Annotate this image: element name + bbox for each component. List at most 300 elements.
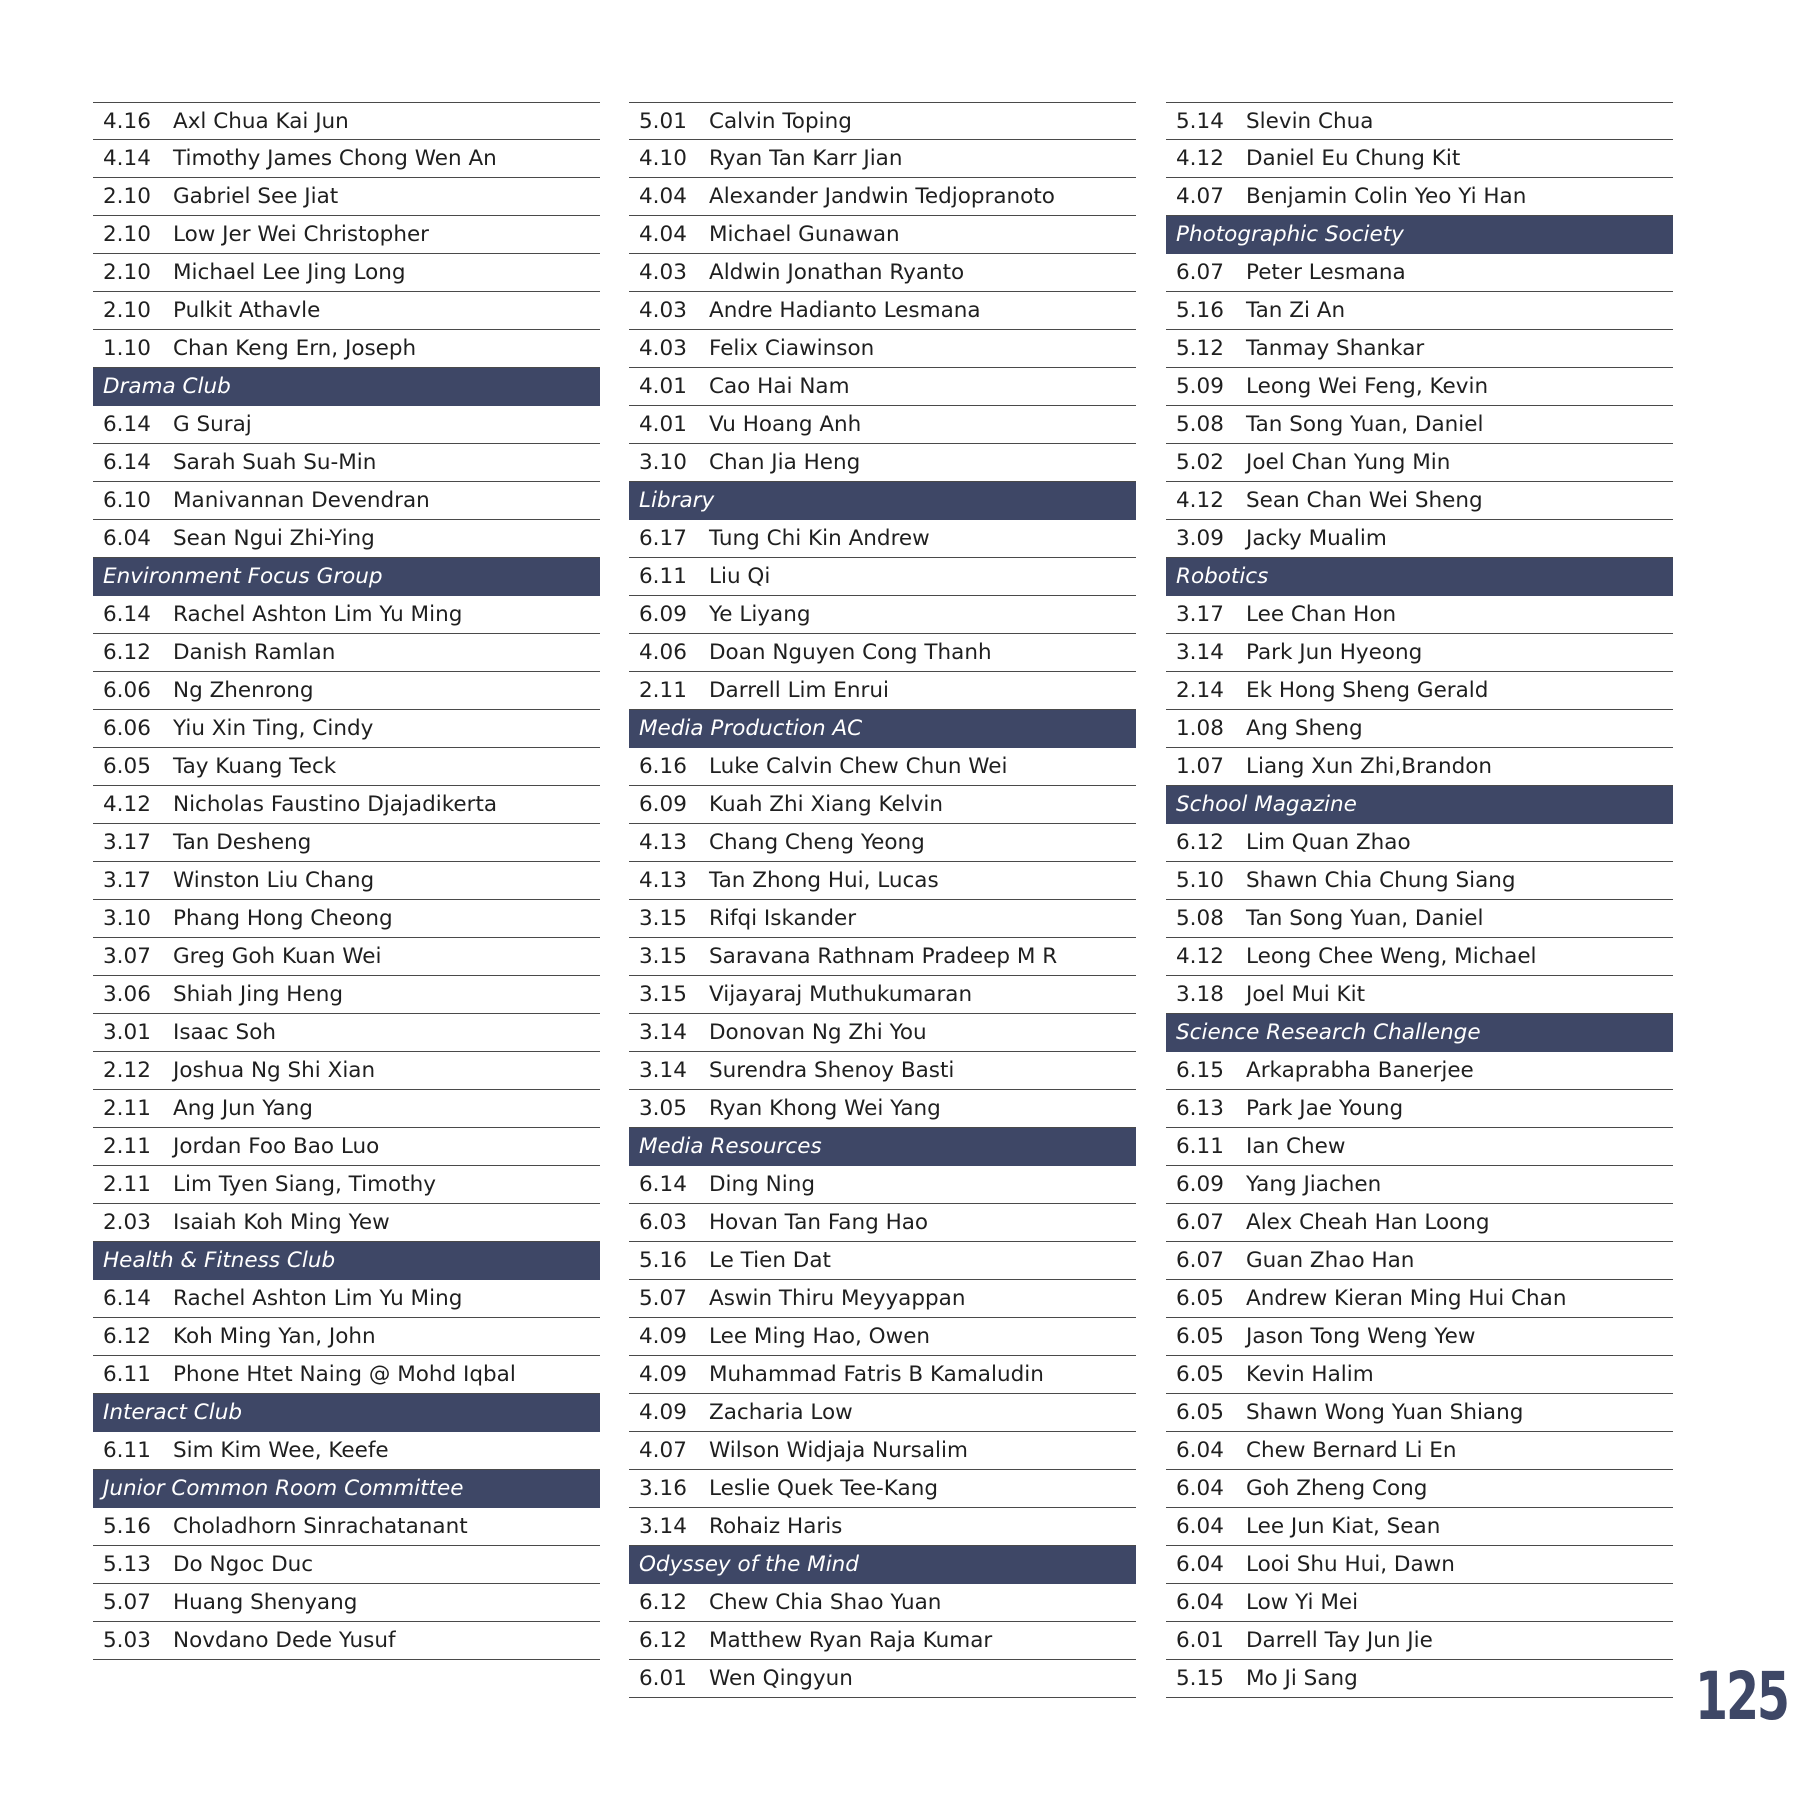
student-name: Park Jae Young xyxy=(1246,1096,1404,1121)
student-name: Wen Qingyun xyxy=(709,1666,853,1691)
class-code: 4.10 xyxy=(639,146,687,171)
list-item xyxy=(629,330,1136,368)
student-name: Joshua Ng Shi Xian xyxy=(173,1058,376,1083)
class-code: 4.09 xyxy=(639,1324,687,1349)
class-code: 4.13 xyxy=(639,868,687,893)
list-item xyxy=(1166,672,1673,710)
student-name: Rachel Ashton Lim Yu Ming xyxy=(173,602,463,627)
list-item xyxy=(629,558,1136,596)
list-item xyxy=(1166,596,1673,634)
class-code: 6.10 xyxy=(103,488,151,513)
list-item xyxy=(93,1584,600,1622)
student-name: Huang Shenyang xyxy=(173,1590,358,1615)
student-name: Vijayaraj Muthukumaran xyxy=(709,982,973,1007)
list-item xyxy=(93,1356,600,1394)
list-item xyxy=(93,710,600,748)
list-item xyxy=(629,1470,1136,1508)
class-code: 6.04 xyxy=(1176,1514,1224,1539)
class-code: 3.17 xyxy=(103,868,151,893)
list-item xyxy=(93,406,600,444)
class-code: 2.11 xyxy=(103,1096,151,1121)
list-item xyxy=(1166,1584,1673,1622)
list-item xyxy=(1166,368,1673,406)
class-code: 6.14 xyxy=(103,602,151,627)
list-item xyxy=(93,748,600,786)
class-code: 4.12 xyxy=(1176,146,1224,171)
list-item xyxy=(93,862,600,900)
student-name: Tay Kuang Teck xyxy=(173,754,337,779)
class-code: 5.14 xyxy=(1176,109,1224,134)
student-name: Isaac Soh xyxy=(173,1020,276,1045)
student-name: Slevin Chua xyxy=(1246,109,1374,134)
class-code: 3.05 xyxy=(639,1096,687,1121)
list-item xyxy=(629,900,1136,938)
section-heading: Odyssey of the Mind xyxy=(629,1546,1136,1584)
list-item xyxy=(629,824,1136,862)
page-number: 125 xyxy=(1695,1658,1788,1735)
student-name: Rachel Ashton Lim Yu Ming xyxy=(173,1286,463,1311)
student-name: Lee Chan Hon xyxy=(1246,602,1397,627)
student-name: Looi Shu Hui, Dawn xyxy=(1246,1552,1455,1577)
list-item xyxy=(629,1660,1136,1698)
class-code: 5.08 xyxy=(1176,412,1224,437)
class-code: 4.09 xyxy=(639,1362,687,1387)
list-item xyxy=(93,140,600,178)
class-code: 5.10 xyxy=(1176,868,1224,893)
student-name: Peter Lesmana xyxy=(1246,260,1406,285)
list-item xyxy=(629,1318,1136,1356)
class-code: 5.15 xyxy=(1176,1666,1224,1691)
student-name: Le Tien Dat xyxy=(709,1248,831,1273)
student-name: Alex Cheah Han Loong xyxy=(1246,1210,1490,1235)
list-item xyxy=(93,1432,600,1470)
list-item xyxy=(629,1204,1136,1242)
student-name: Manivannan Devendran xyxy=(173,488,430,513)
list-item xyxy=(93,1052,600,1090)
student-name: Darrell Lim Enrui xyxy=(709,678,889,703)
student-name: Muhammad Fatris B Kamaludin xyxy=(709,1362,1044,1387)
list-item xyxy=(629,786,1136,824)
list-item xyxy=(1166,1546,1673,1584)
student-name: Chang Cheng Yeong xyxy=(709,830,925,855)
list-column-1 xyxy=(93,102,600,1660)
student-name: Chew Bernard Li En xyxy=(1246,1438,1457,1463)
list-item xyxy=(93,216,600,254)
class-code: 4.04 xyxy=(639,184,687,209)
class-code: 6.01 xyxy=(639,1666,687,1691)
student-name: Wilson Widjaja Nursalim xyxy=(709,1438,968,1463)
class-code: 6.05 xyxy=(1176,1286,1224,1311)
student-name: Chan Keng Ern, Joseph xyxy=(173,336,417,361)
student-name: Winston Liu Chang xyxy=(173,868,375,893)
list-item xyxy=(93,178,600,216)
list-item xyxy=(1166,1394,1673,1432)
class-code: 2.10 xyxy=(103,260,151,285)
class-code: 4.01 xyxy=(639,374,687,399)
list-item xyxy=(629,1242,1136,1280)
class-code: 2.10 xyxy=(103,298,151,323)
class-code: 4.01 xyxy=(639,412,687,437)
class-code: 6.14 xyxy=(103,450,151,475)
list-item xyxy=(1166,102,1673,140)
student-name: Jordan Foo Bao Luo xyxy=(173,1134,380,1159)
student-name: Ye Liyang xyxy=(709,602,811,627)
list-item xyxy=(1166,254,1673,292)
list-item xyxy=(93,1128,600,1166)
class-code: 6.11 xyxy=(103,1362,151,1387)
class-code: 5.12 xyxy=(1176,336,1224,361)
list-item xyxy=(1166,1660,1673,1698)
class-code: 5.16 xyxy=(639,1248,687,1273)
class-code: 6.09 xyxy=(639,792,687,817)
class-code: 6.05 xyxy=(103,754,151,779)
student-name: Sean Ngui Zhi-Ying xyxy=(173,526,375,551)
student-name: Tan Song Yuan, Daniel xyxy=(1246,906,1484,931)
student-name: Nicholas Faustino Djajadikerta xyxy=(173,792,498,817)
section-heading: Photographic Society xyxy=(1166,216,1673,254)
student-name: Andrew Kieran Ming Hui Chan xyxy=(1246,1286,1567,1311)
class-code: 3.09 xyxy=(1176,526,1224,551)
student-name: Matthew Ryan Raja Kumar xyxy=(709,1628,993,1653)
student-name: Michael Gunawan xyxy=(709,222,900,247)
class-code: 3.06 xyxy=(103,982,151,1007)
student-name: Lee Ming Hao, Owen xyxy=(709,1324,931,1349)
class-code: 2.12 xyxy=(103,1058,151,1083)
student-name: Koh Ming Yan, John xyxy=(173,1324,376,1349)
student-name: Joel Chan Yung Min xyxy=(1246,450,1451,475)
class-code: 6.04 xyxy=(1176,1438,1224,1463)
list-item xyxy=(1166,520,1673,558)
class-code: 6.06 xyxy=(103,716,151,741)
class-code: 4.03 xyxy=(639,336,687,361)
student-name: Low Yi Mei xyxy=(1246,1590,1359,1615)
student-name: Sim Kim Wee, Keefe xyxy=(173,1438,389,1463)
list-item xyxy=(93,786,600,824)
class-code: 6.11 xyxy=(639,564,687,589)
student-name: Phang Hong Cheong xyxy=(173,906,393,931)
list-item xyxy=(93,634,600,672)
class-code: 6.12 xyxy=(103,1324,151,1349)
list-item xyxy=(93,254,600,292)
list-item xyxy=(93,330,600,368)
class-code: 4.13 xyxy=(639,830,687,855)
list-item xyxy=(629,1622,1136,1660)
class-code: 6.11 xyxy=(103,1438,151,1463)
class-code: 4.03 xyxy=(639,260,687,285)
class-code: 4.07 xyxy=(1176,184,1224,209)
student-name: Leslie Quek Tee-Kang xyxy=(709,1476,938,1501)
list-item xyxy=(93,292,600,330)
student-name: Rifqi Iskander xyxy=(709,906,857,931)
class-code: 2.10 xyxy=(103,222,151,247)
class-code: 6.11 xyxy=(1176,1134,1224,1159)
list-item xyxy=(1166,1204,1673,1242)
student-name: Tung Chi Kin Andrew xyxy=(709,526,930,551)
list-item xyxy=(1166,482,1673,520)
list-item xyxy=(1166,1280,1673,1318)
class-code: 6.15 xyxy=(1176,1058,1224,1083)
list-item xyxy=(629,1432,1136,1470)
student-name: Ian Chew xyxy=(1246,1134,1346,1159)
student-name: Shawn Chia Chung Siang xyxy=(1246,868,1516,893)
class-code: 3.17 xyxy=(1176,602,1224,627)
class-code: 6.13 xyxy=(1176,1096,1224,1121)
student-name: Pulkit Athavle xyxy=(173,298,321,323)
student-name: Aswin Thiru Meyyappan xyxy=(709,1286,966,1311)
student-name: Liang Xun Zhi,Brandon xyxy=(1246,754,1493,779)
class-code: 6.04 xyxy=(103,526,151,551)
student-name: Gabriel See Jiat xyxy=(173,184,339,209)
class-code: 6.09 xyxy=(639,602,687,627)
list-item xyxy=(93,520,600,558)
class-code: 4.07 xyxy=(639,1438,687,1463)
list-item xyxy=(1166,140,1673,178)
student-name: Tan Song Yuan, Daniel xyxy=(1246,412,1484,437)
list-item xyxy=(93,1280,600,1318)
list-item xyxy=(93,1318,600,1356)
student-name: Phone Htet Naing @ Mohd Iqbal xyxy=(173,1362,516,1387)
section-heading: Robotics xyxy=(1166,558,1673,596)
section-heading: Media Production AC xyxy=(629,710,1136,748)
class-code: 4.14 xyxy=(103,146,151,171)
student-name: Choladhorn Sinrachatanant xyxy=(173,1514,468,1539)
student-name: Vu Hoang Anh xyxy=(709,412,862,437)
student-name: Chan Jia Heng xyxy=(709,450,861,475)
list-item xyxy=(629,1394,1136,1432)
student-name: Donovan Ng Zhi You xyxy=(709,1020,927,1045)
class-code: 2.03 xyxy=(103,1210,151,1235)
list-item xyxy=(1166,330,1673,368)
section-heading: Media Resources xyxy=(629,1128,1136,1166)
class-code: 2.11 xyxy=(103,1172,151,1197)
student-name: Leong Wei Feng, Kevin xyxy=(1246,374,1489,399)
list-item xyxy=(1166,900,1673,938)
list-item xyxy=(1166,1432,1673,1470)
student-name: Darrell Tay Jun Jie xyxy=(1246,1628,1433,1653)
student-name: Jason Tong Weng Yew xyxy=(1246,1324,1476,1349)
class-code: 5.08 xyxy=(1176,906,1224,931)
list-item xyxy=(1166,444,1673,482)
class-code: 6.05 xyxy=(1176,1400,1224,1425)
student-name: Saravana Rathnam Pradeep M R xyxy=(709,944,1058,969)
class-code: 3.14 xyxy=(639,1020,687,1045)
section-heading: School Magazine xyxy=(1166,786,1673,824)
list-item xyxy=(629,520,1136,558)
list-item xyxy=(629,1166,1136,1204)
student-name: Yang Jiachen xyxy=(1246,1172,1382,1197)
list-item xyxy=(629,216,1136,254)
class-code: 6.17 xyxy=(639,526,687,551)
student-name: Liu Qi xyxy=(709,564,771,589)
class-code: 4.12 xyxy=(1176,944,1224,969)
student-name: Tan Zi An xyxy=(1246,298,1346,323)
student-name: Rohaiz Haris xyxy=(709,1514,843,1539)
list-item xyxy=(93,1204,600,1242)
student-name: Daniel Eu Chung Kit xyxy=(1246,146,1461,171)
class-code: 3.18 xyxy=(1176,982,1224,1007)
list-item xyxy=(1166,748,1673,786)
class-code: 4.12 xyxy=(103,792,151,817)
student-name: Ryan Tan Karr Jian xyxy=(709,146,903,171)
student-name: Felix Ciawinson xyxy=(709,336,875,361)
class-code: 4.09 xyxy=(639,1400,687,1425)
student-name: Novdano Dede Yusuf xyxy=(173,1628,396,1653)
student-name: Low Jer Wei Christopher xyxy=(173,222,430,247)
student-name: Cao Hai Nam xyxy=(709,374,850,399)
student-name: G Suraj xyxy=(173,412,252,437)
list-item xyxy=(1166,1622,1673,1660)
student-name: Guan Zhao Han xyxy=(1246,1248,1415,1273)
list-item xyxy=(629,1508,1136,1546)
class-code: 2.11 xyxy=(103,1134,151,1159)
class-code: 3.10 xyxy=(639,450,687,475)
student-name: Ding Ning xyxy=(709,1172,815,1197)
list-item xyxy=(93,938,600,976)
student-name: Jacky Mualim xyxy=(1246,526,1387,551)
list-item xyxy=(93,1508,600,1546)
class-code: 5.16 xyxy=(1176,298,1224,323)
class-code: 3.14 xyxy=(639,1514,687,1539)
section-heading: Interact Club xyxy=(93,1394,600,1432)
student-name: Aldwin Jonathan Ryanto xyxy=(709,260,965,285)
student-name: Sean Chan Wei Sheng xyxy=(1246,488,1483,513)
class-code: 6.03 xyxy=(639,1210,687,1235)
list-item xyxy=(629,140,1136,178)
student-name: Michael Lee Jing Long xyxy=(173,260,406,285)
class-code: 6.06 xyxy=(103,678,151,703)
student-name: Isaiah Koh Ming Yew xyxy=(173,1210,390,1235)
class-code: 6.04 xyxy=(1176,1552,1224,1577)
section-heading: Library xyxy=(629,482,1136,520)
class-code: 1.08 xyxy=(1176,716,1224,741)
list-item xyxy=(93,444,600,482)
class-code: 6.12 xyxy=(639,1590,687,1615)
class-code: 3.10 xyxy=(103,906,151,931)
student-name: Greg Goh Kuan Wei xyxy=(173,944,382,969)
class-code: 2.10 xyxy=(103,184,151,209)
list-item xyxy=(629,976,1136,1014)
list-item xyxy=(1166,292,1673,330)
student-name: Park Jun Hyeong xyxy=(1246,640,1423,665)
list-item xyxy=(1166,1128,1673,1166)
student-name: Sarah Suah Su-Min xyxy=(173,450,377,475)
list-column-2 xyxy=(629,102,1136,1698)
list-item xyxy=(93,1014,600,1052)
list-item xyxy=(1166,862,1673,900)
student-name: Ryan Khong Wei Yang xyxy=(709,1096,941,1121)
class-code: 6.14 xyxy=(103,412,151,437)
section-heading: Health & Fitness Club xyxy=(93,1242,600,1280)
student-name: Doan Nguyen Cong Thanh xyxy=(709,640,992,665)
student-name: Ang Jun Yang xyxy=(173,1096,313,1121)
student-name: Joel Mui Kit xyxy=(1246,982,1366,1007)
class-code: 4.12 xyxy=(1176,488,1224,513)
list-item xyxy=(1166,1090,1673,1128)
list-item xyxy=(629,634,1136,672)
class-code: 5.13 xyxy=(103,1552,151,1577)
list-item xyxy=(1166,1318,1673,1356)
student-name: Ang Sheng xyxy=(1246,716,1363,741)
class-code: 6.01 xyxy=(1176,1628,1224,1653)
student-name: Tanmay Shankar xyxy=(1246,336,1425,361)
student-name: Benjamin Colin Yeo Yi Han xyxy=(1246,184,1527,209)
class-code: 4.03 xyxy=(639,298,687,323)
class-code: 6.04 xyxy=(1176,1476,1224,1501)
student-name: Axl Chua Kai Jun xyxy=(173,109,349,134)
class-code: 3.15 xyxy=(639,944,687,969)
class-code: 4.16 xyxy=(103,109,151,134)
student-name: Lee Jun Kiat, Sean xyxy=(1246,1514,1441,1539)
list-item xyxy=(1166,1052,1673,1090)
list-item xyxy=(1166,824,1673,862)
list-item xyxy=(1166,178,1673,216)
list-item xyxy=(629,1584,1136,1622)
list-item xyxy=(629,596,1136,634)
student-name: Timothy James Chong Wen An xyxy=(173,146,497,171)
list-item xyxy=(629,254,1136,292)
class-code: 4.04 xyxy=(639,222,687,247)
class-code: 6.12 xyxy=(103,640,151,665)
student-name: Kevin Halim xyxy=(1246,1362,1374,1387)
list-item xyxy=(1166,938,1673,976)
class-code: 3.01 xyxy=(103,1020,151,1045)
student-name: Lim Tyen Siang, Timothy xyxy=(173,1172,436,1197)
student-name: Goh Zheng Cong xyxy=(1246,1476,1428,1501)
list-item xyxy=(93,672,600,710)
list-column-3 xyxy=(1166,102,1673,1698)
class-code: 5.09 xyxy=(1176,374,1224,399)
section-heading: Drama Club xyxy=(93,368,600,406)
list-item xyxy=(629,444,1136,482)
student-name: Tan Zhong Hui, Lucas xyxy=(709,868,939,893)
class-code: 5.02 xyxy=(1176,450,1224,475)
list-item xyxy=(93,976,600,1014)
list-item xyxy=(629,1014,1136,1052)
student-name: Calvin Toping xyxy=(709,109,852,134)
list-item xyxy=(1166,406,1673,444)
student-name: Tan Desheng xyxy=(173,830,312,855)
student-name: Zacharia Low xyxy=(709,1400,853,1425)
list-item xyxy=(629,672,1136,710)
student-name: Yiu Xin Ting, Cindy xyxy=(173,716,374,741)
class-code: 5.01 xyxy=(639,109,687,134)
class-code: 6.14 xyxy=(103,1286,151,1311)
list-item xyxy=(1166,1356,1673,1394)
list-item xyxy=(93,482,600,520)
class-code: 6.09 xyxy=(1176,1172,1224,1197)
list-item xyxy=(93,1546,600,1584)
student-name: Alexander Jandwin Tedjopranoto xyxy=(709,184,1055,209)
list-item xyxy=(93,1622,600,1660)
student-name: Ng Zhenrong xyxy=(173,678,314,703)
section-heading: Science Research Challenge xyxy=(1166,1014,1673,1052)
class-code: 6.16 xyxy=(639,754,687,779)
student-name: Kuah Zhi Xiang Kelvin xyxy=(709,792,943,817)
list-item xyxy=(629,1052,1136,1090)
student-name: Ek Hong Sheng Gerald xyxy=(1246,678,1489,703)
class-code: 6.04 xyxy=(1176,1590,1224,1615)
student-name: Chew Chia Shao Yuan xyxy=(709,1590,942,1615)
section-heading: Environment Focus Group xyxy=(93,558,600,596)
student-name: Leong Chee Weng, Michael xyxy=(1246,944,1537,969)
student-name: Hovan Tan Fang Hao xyxy=(709,1210,929,1235)
list-item xyxy=(1166,710,1673,748)
list-item xyxy=(629,368,1136,406)
list-item xyxy=(629,1090,1136,1128)
section-heading: Junior Common Room Committee xyxy=(93,1470,600,1508)
class-code: 5.16 xyxy=(103,1514,151,1539)
student-name: Shiah Jing Heng xyxy=(173,982,343,1007)
